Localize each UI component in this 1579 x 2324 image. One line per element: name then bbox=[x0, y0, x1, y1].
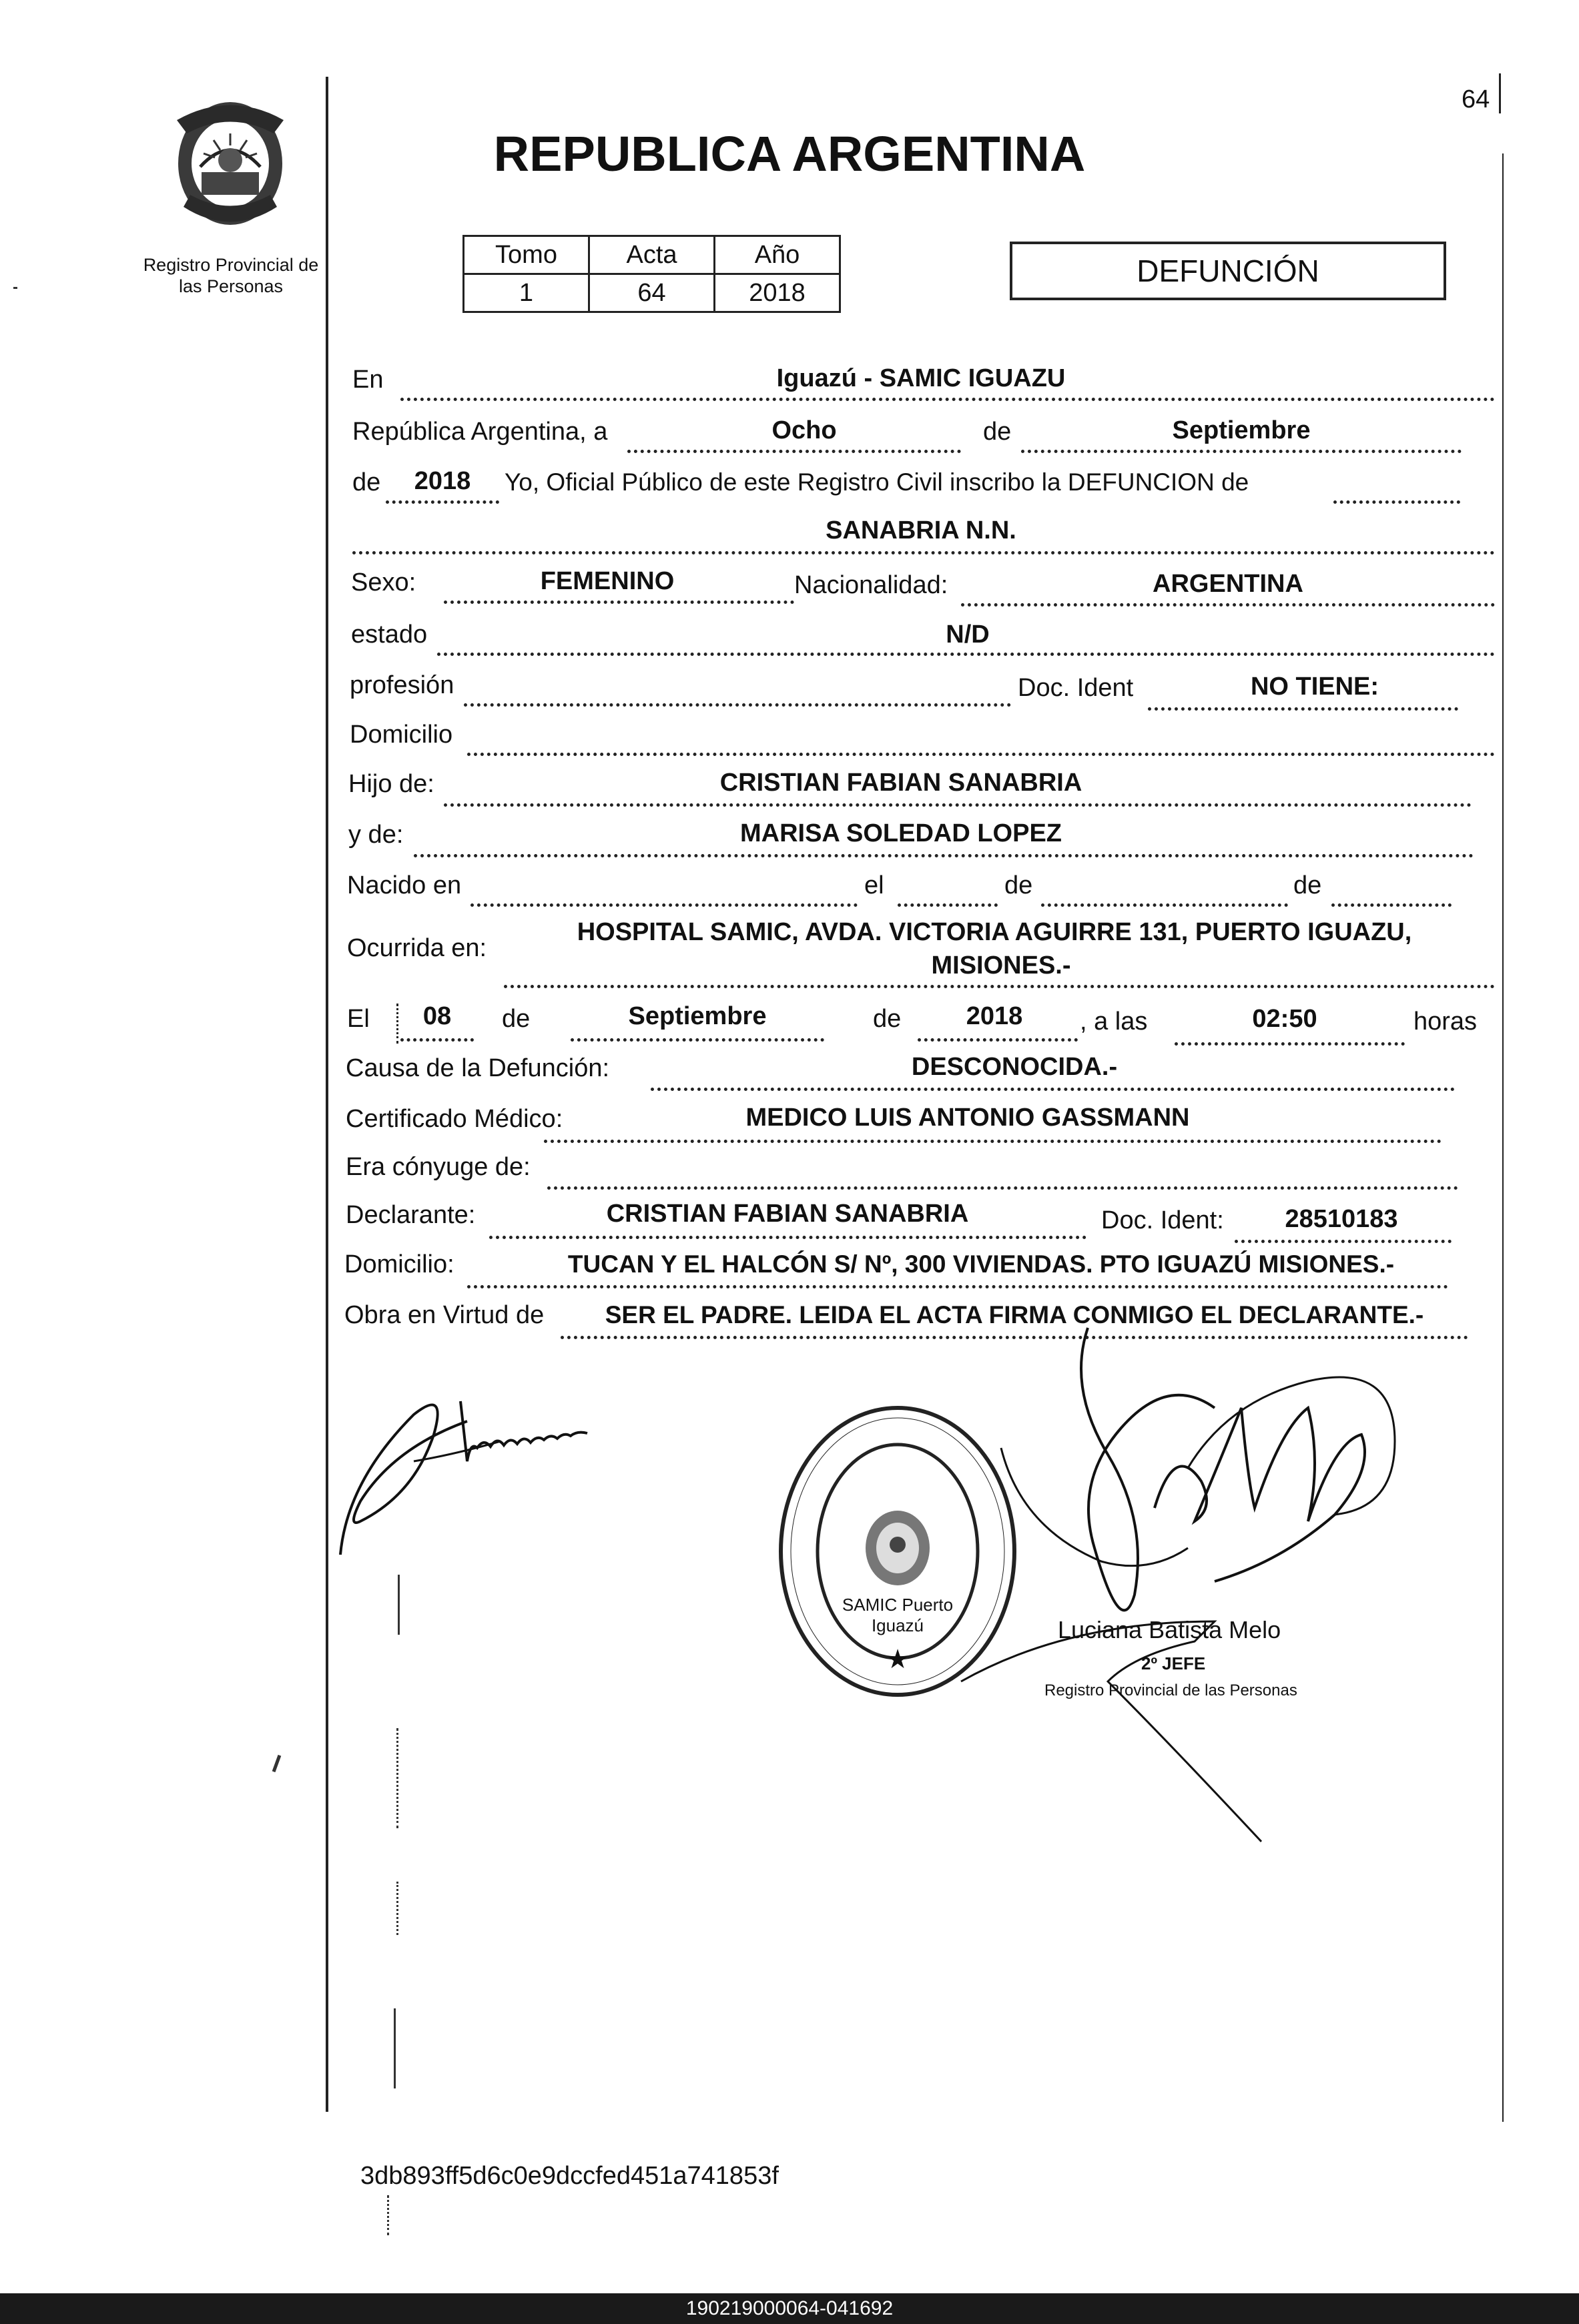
value-padre: CRISTIAN FABIAN SANABRIA bbox=[719, 769, 1082, 797]
label-nacido-en: Nacido en bbox=[347, 871, 462, 899]
table-row bbox=[464, 274, 840, 312]
value-madre: MARISA SOLEDAD LOPEZ bbox=[739, 819, 1062, 847]
value-mes-def: Septiembre bbox=[628, 1002, 767, 1030]
value-mes: Septiembre bbox=[1172, 416, 1311, 444]
table-cell-acta: 64 bbox=[589, 274, 715, 312]
value-lugar: Iguazú - SAMIC IGUAZU bbox=[776, 364, 1066, 392]
label-obra: Obra en Virtud de bbox=[344, 1301, 545, 1329]
signature-loop-icon bbox=[934, 1308, 1401, 1855]
label-doc-ident: Doc. Ident bbox=[1018, 674, 1134, 702]
table-header-anio: Año bbox=[715, 236, 840, 274]
dotted-line bbox=[470, 903, 858, 907]
label-ocurrida-en: Ocurrida en: bbox=[347, 934, 487, 962]
stray-mark bbox=[272, 1755, 282, 1772]
label-de-el-1: de bbox=[502, 1005, 531, 1033]
dotted-line bbox=[467, 753, 1495, 756]
logo-caption-line2: las Personas bbox=[178, 276, 284, 296]
label-doc-ident-declarante: Doc. Ident: bbox=[1101, 1206, 1224, 1234]
svg-text:★: ★ bbox=[886, 1644, 910, 1675]
dotted-line bbox=[651, 1088, 1455, 1091]
record-type-box: DEFUNCIÓN bbox=[1010, 242, 1446, 300]
dotted-line bbox=[1148, 707, 1458, 711]
dotted-line bbox=[400, 1038, 474, 1042]
value-anio-def: 2018 bbox=[966, 1002, 1023, 1030]
label-hijo-de: Hijo de: bbox=[348, 770, 434, 798]
label-de-nacido-2: de bbox=[1293, 871, 1322, 899]
left-margin-line bbox=[326, 77, 328, 2112]
label-a-las: , a las bbox=[1080, 1008, 1148, 1036]
page-number: 64 bbox=[1462, 85, 1490, 113]
label-horas: horas bbox=[1413, 1008, 1478, 1036]
right-margin-line bbox=[1499, 73, 1501, 113]
label-domicilio-declarante: Domicilio: bbox=[344, 1250, 454, 1278]
value-fallecido: SANABRIA N.N. bbox=[826, 516, 1016, 544]
value-declarante-domicilio: TUCAN Y EL HALCÓN S/ Nº, 300 VIVIENDAS. PTO IGUAZÚ MISIONES.- bbox=[567, 1250, 1395, 1278]
stray-mark bbox=[394, 2008, 396, 2088]
label-conyuge: Era cónyuge de: bbox=[346, 1153, 531, 1181]
label-el-nacido: el bbox=[864, 871, 884, 899]
record-table bbox=[462, 235, 841, 313]
value-hora: 02:50 bbox=[1252, 1005, 1317, 1033]
dotted-line bbox=[444, 803, 1472, 807]
label-de-el-2: de bbox=[873, 1005, 902, 1033]
label-estado: estado bbox=[351, 621, 428, 649]
table-header-acta: Acta bbox=[589, 236, 715, 274]
dotted-line bbox=[400, 398, 1495, 401]
signature-role: 2º JEFE bbox=[1141, 1653, 1206, 1673]
footer-code: 190219000064-041692 bbox=[0, 2293, 1579, 2324]
label-nacionalidad: Nacionalidad: bbox=[794, 571, 948, 599]
document-hash: 3db893ff5d6c0e9dccfed451a741853f bbox=[360, 2162, 779, 2190]
label-sexo: Sexo: bbox=[351, 568, 416, 597]
label-de: de bbox=[983, 418, 1012, 446]
dotted-line bbox=[961, 603, 1495, 607]
dotted-line bbox=[547, 1186, 1458, 1190]
official-signature bbox=[934, 1308, 1401, 1855]
value-ocurrida-line1: HOSPITAL SAMIC, AVDA. VICTORIA AGUIRRE 131, PUERTO IGUAZU, bbox=[577, 918, 1412, 946]
dotted-line bbox=[504, 985, 1495, 988]
dotted-line bbox=[898, 903, 998, 907]
dotted-line bbox=[437, 653, 1495, 656]
label-declarante: Declarante: bbox=[346, 1201, 476, 1229]
value-declarante: CRISTIAN FABIAN SANABRIA bbox=[606, 1200, 969, 1228]
signature-scribble-icon bbox=[334, 1361, 614, 1561]
label-republica: República Argentina, a bbox=[352, 418, 608, 446]
label-certificado: Certificado Médico: bbox=[346, 1105, 563, 1133]
value-obra: SER EL PADRE. LEIDA EL ACTA FIRMA CONMIGO EL DECLARANTE.- bbox=[605, 1301, 1424, 1328]
value-dia-letras: Ocho bbox=[771, 416, 837, 444]
value-ocurrida-line2: MISIONES.- bbox=[931, 951, 1071, 980]
dotted-line bbox=[489, 1236, 1086, 1239]
dotted-line bbox=[414, 854, 1474, 857]
label-en: En bbox=[352, 366, 384, 394]
margin-mark bbox=[13, 287, 17, 289]
label-de-2: de bbox=[352, 468, 381, 496]
label-y-de: y de: bbox=[348, 821, 404, 849]
table-cell-tomo: 1 bbox=[464, 274, 589, 312]
value-causa: DESCONOCIDA.- bbox=[911, 1053, 1118, 1081]
label-el: El bbox=[347, 1005, 370, 1033]
dotted-line bbox=[464, 703, 1011, 707]
dotted-line bbox=[1175, 1042, 1405, 1046]
dotted-line bbox=[1333, 500, 1460, 504]
dotted-line bbox=[467, 1285, 1448, 1288]
right-edge-line bbox=[1502, 153, 1504, 2122]
stray-mark bbox=[398, 1575, 400, 1635]
table-cell-anio: 2018 bbox=[715, 274, 840, 312]
dotted-line bbox=[571, 1038, 824, 1042]
signature-office: Registro Provincial de las Personas bbox=[1044, 1681, 1297, 1699]
dotted-line bbox=[918, 1038, 1078, 1042]
value-sexo: FEMENINO bbox=[540, 567, 675, 595]
label-profesion: profesión bbox=[350, 671, 454, 699]
value-dia: 08 bbox=[422, 1002, 452, 1030]
value-estado: N/D bbox=[946, 621, 990, 649]
stamp-inner-text: SAMIC Puerto Iguazú bbox=[842, 1595, 954, 1635]
value-doc-ident: NO TIENE: bbox=[1250, 673, 1379, 701]
dotted-line bbox=[386, 500, 499, 504]
dotted-line bbox=[444, 601, 794, 604]
dotted-line bbox=[1041, 903, 1288, 907]
label-domicilio: Domicilio bbox=[350, 721, 453, 749]
label-yo-oficial: Yo, Oficial Público de este Registro Civil inscribo la DEFUNCION de bbox=[505, 468, 1249, 496]
page-title: REPUBLICA ARGENTINA bbox=[493, 126, 1086, 181]
stray-mark bbox=[396, 1882, 400, 1935]
dotted-line bbox=[352, 551, 1495, 554]
label-causa: Causa de la Defunción: bbox=[346, 1054, 610, 1082]
table-header-row bbox=[464, 236, 840, 274]
value-anio: 2018 bbox=[414, 467, 471, 495]
dotted-line bbox=[544, 1140, 1442, 1143]
dotted-line bbox=[627, 450, 961, 453]
value-declarante-doc: 28510183 bbox=[1285, 1205, 1398, 1233]
value-certificado: MEDICO LUIS ANTONIO GASSMANN bbox=[745, 1104, 1190, 1132]
label-de-nacido-1: de bbox=[1004, 871, 1033, 899]
declarant-signature bbox=[334, 1361, 614, 1561]
dotted-line bbox=[1021, 450, 1462, 453]
table-header-tomo: Tomo bbox=[464, 236, 589, 274]
dotted-line bbox=[1331, 903, 1452, 907]
stray-mark bbox=[387, 2195, 391, 2235]
logo-caption-line1: Registro Provincial de bbox=[143, 255, 319, 275]
stray-mark bbox=[396, 1728, 400, 1828]
value-nacionalidad: ARGENTINA bbox=[1153, 570, 1303, 598]
signature-name: Luciana Batista Melo bbox=[1058, 1616, 1281, 1643]
dotted-line bbox=[1235, 1240, 1452, 1243]
tick-mark bbox=[396, 1004, 400, 1044]
